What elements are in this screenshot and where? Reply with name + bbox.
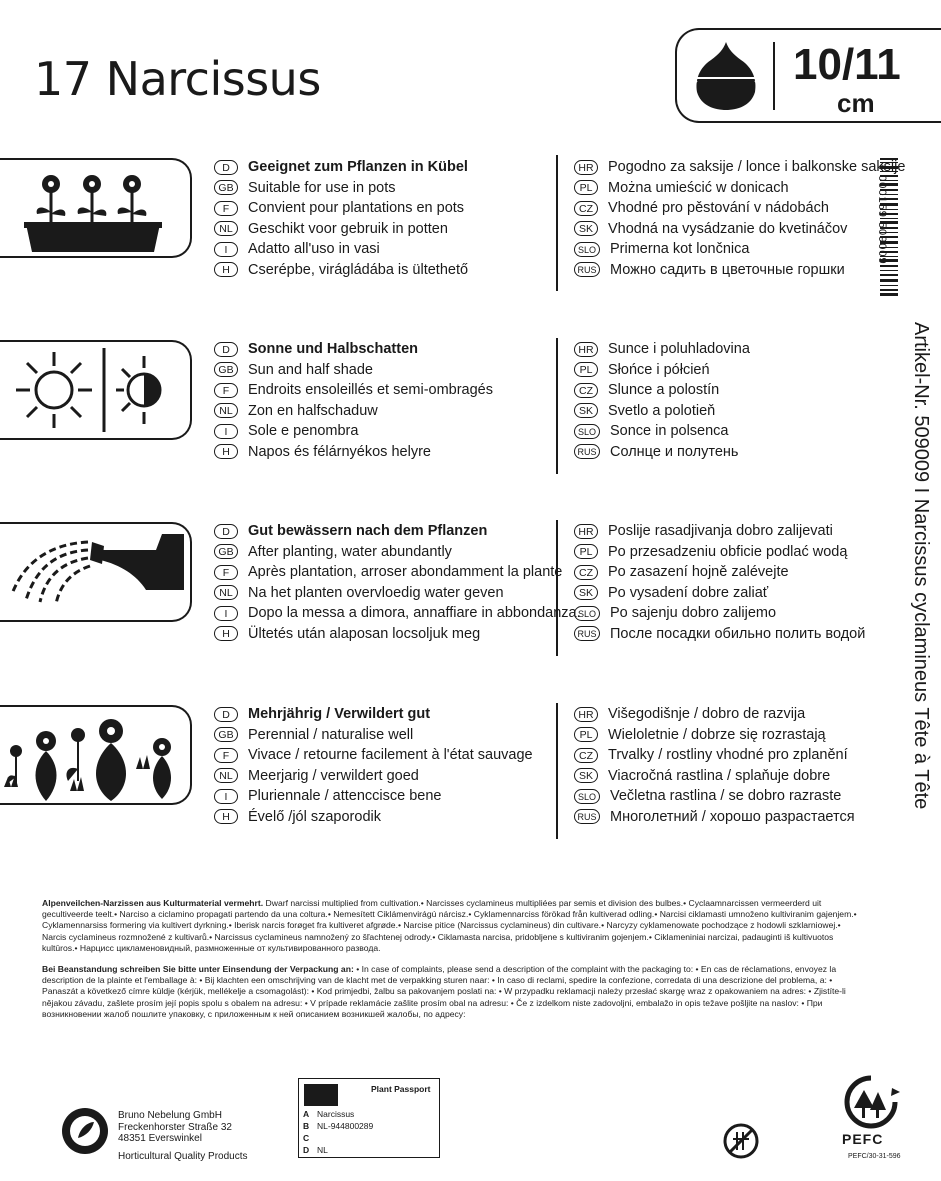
language-code-badge: H bbox=[214, 262, 238, 277]
language-code-badge: SK bbox=[574, 403, 598, 418]
bulb-size-unit: cm bbox=[837, 88, 875, 118]
lang-row bbox=[214, 219, 468, 240]
language-code-badge: F bbox=[214, 748, 238, 763]
language-text: Meerjarig / verwildert goed bbox=[248, 767, 419, 784]
lang-row bbox=[574, 219, 905, 240]
language-text: Adatto all'uso in vasi bbox=[248, 241, 380, 257]
language-code-badge: F bbox=[214, 383, 238, 398]
cultivation-note-bold: Alpenveilchen-Narzissen aus Kulturmaterial vermehrt. bbox=[42, 898, 264, 908]
section-4-left-list bbox=[214, 704, 533, 827]
language-code-badge: NL bbox=[214, 768, 238, 783]
company-city: 48351 Everswinkel bbox=[118, 1133, 202, 1144]
lang-row bbox=[214, 157, 468, 178]
lang-row bbox=[574, 583, 865, 604]
language-text: Sunce i poluhladovina bbox=[608, 341, 750, 357]
language-code-badge: HR bbox=[574, 524, 598, 539]
language-code-badge: GB bbox=[214, 544, 238, 559]
language-code-badge: RUS bbox=[574, 262, 600, 277]
flower-pot-icon bbox=[0, 160, 188, 256]
language-text: Po przesadzeniu obficie podlać wodą bbox=[608, 543, 848, 560]
lang-row bbox=[214, 380, 493, 401]
lang-row bbox=[574, 442, 750, 463]
language-text: Słońce i półcień bbox=[608, 361, 710, 378]
language-code-badge: SK bbox=[574, 585, 598, 600]
language-code-badge: GB bbox=[214, 362, 238, 377]
company-tagline: Horticultural Quality Products bbox=[118, 1151, 248, 1162]
lang-row bbox=[574, 624, 865, 645]
language-text: Cserépbe, virágládába is ültethető bbox=[248, 261, 469, 278]
language-code-badge: NL bbox=[214, 221, 238, 236]
language-code-badge: F bbox=[214, 565, 238, 580]
lang-row bbox=[214, 339, 493, 360]
language-text: Sonce in polsenca bbox=[610, 423, 729, 439]
language-code-badge: SLO bbox=[574, 242, 600, 257]
complaint-note-text: • In case of complaints, please send a description of the complaint with the packaging to: • En cas de réclamations, envoyez la description de la plainte et l'emballage à: • Bij klachten een omschrijving van de klacht met de verpakking sturen naar: • In caso di reclami, spedire la confezione, corredata di una descrizione del problema, a: • Panaszát a következő címre küldje (kérjük, mellékelje a csomagolást): • Kod primjedbi, žalbu sa pakovanjem poslati na: • W przypadku reklamacji należy przesłać skargę wraz z opakowaniem na adres: • Zjistíte-li nějakou závadu, zašlete prosím její popis spolu s obalem na adresu: • V prípade reklamácie zašlite prosím obal na adresu: • Če z izdelkom niste zadovoljni, embalažo in opis težave pošljite na naslov: • При возникновении жалоб пошлите упаковку, с приложенным к ней описанием возникшей жалобы, по адресу: bbox=[42, 964, 846, 1019]
lang-row bbox=[574, 766, 855, 787]
language-text: Slunce a polostín bbox=[608, 382, 720, 398]
language-code-badge: RUS bbox=[574, 444, 600, 459]
language-code-badge: GB bbox=[214, 180, 238, 195]
lang-row bbox=[214, 401, 493, 422]
language-code-badge: PL bbox=[574, 727, 598, 742]
language-code-badge: CZ bbox=[574, 383, 598, 398]
language-text: Na het planten overvloedig water geven bbox=[248, 584, 504, 601]
language-code-badge: D bbox=[214, 524, 238, 539]
language-text: Gut bewässern nach dem Pflanzen bbox=[248, 523, 488, 539]
lang-row bbox=[214, 807, 533, 828]
lang-row bbox=[214, 198, 468, 219]
language-text: Pluriennale / attenccisce bene bbox=[248, 788, 442, 804]
language-code-badge: CZ bbox=[574, 748, 598, 763]
watering-can-icon bbox=[0, 524, 188, 620]
language-code-badge: I bbox=[214, 242, 238, 257]
flowers-naturalise-icon bbox=[0, 707, 188, 803]
pot-icon-box bbox=[0, 158, 192, 258]
language-code-badge: H bbox=[214, 444, 238, 459]
language-text: Geschikt voor gebruik in potten bbox=[248, 220, 448, 237]
language-code-badge: SK bbox=[574, 768, 598, 783]
section-1-right-list bbox=[574, 157, 905, 280]
passport-row-d: D NL bbox=[303, 1145, 328, 1155]
section-3-left-list bbox=[214, 521, 581, 644]
lang-row bbox=[574, 786, 855, 807]
bulb-size-box bbox=[675, 28, 941, 123]
pefc-code: PEFC/30-31-596 bbox=[848, 1153, 901, 1160]
language-text: Trvalky / rostliny vhodné pro zplanění bbox=[608, 747, 848, 763]
language-text: Po sajenju dobro zalijemo bbox=[610, 605, 777, 621]
language-text: Можно садить в цветочные горшки bbox=[610, 261, 845, 278]
language-text: Večletna rastlina / se dobro razraste bbox=[610, 788, 842, 804]
lang-row bbox=[574, 603, 865, 624]
sustainable-supplier-logo bbox=[60, 1106, 110, 1156]
language-code-badge: H bbox=[214, 626, 238, 641]
language-code-badge: I bbox=[214, 789, 238, 804]
no-burn-icon bbox=[722, 1122, 760, 1160]
language-text: Pogodno za saksije / lonce i balkonske saksije bbox=[608, 159, 906, 175]
language-code-badge: HR bbox=[574, 160, 598, 175]
language-code-badge: F bbox=[214, 201, 238, 216]
complaint-note bbox=[42, 964, 860, 1020]
sun-half-shade-icon bbox=[0, 342, 188, 438]
language-code-badge: SLO bbox=[574, 789, 600, 804]
language-code-badge: I bbox=[214, 606, 238, 621]
language-code-badge: CZ bbox=[574, 201, 598, 216]
language-text: Napos és félárnyékos helyre bbox=[248, 443, 431, 460]
language-code-badge: I bbox=[214, 424, 238, 439]
cultivation-note bbox=[42, 898, 860, 954]
language-text: Ültetés után alaposan locsoljuk meg bbox=[248, 625, 481, 642]
sun-icon-box bbox=[0, 340, 192, 440]
lang-row bbox=[214, 766, 533, 787]
lang-row bbox=[574, 725, 855, 746]
lang-row bbox=[574, 339, 750, 360]
language-text: Après plantation, arroser abondamment la plante bbox=[248, 564, 563, 580]
lang-row bbox=[574, 380, 750, 401]
lang-row bbox=[214, 521, 581, 542]
language-code-badge: D bbox=[214, 160, 238, 175]
lang-row bbox=[214, 704, 533, 725]
bulb-size-value: 10/11 bbox=[793, 40, 901, 89]
lang-row bbox=[214, 624, 581, 645]
lang-row bbox=[574, 198, 905, 219]
passport-row-a: A Narcissus bbox=[303, 1109, 355, 1119]
column-divider bbox=[556, 338, 558, 474]
language-text: Primerna kot lončnica bbox=[610, 241, 750, 257]
lang-row bbox=[214, 562, 581, 583]
language-code-badge: RUS bbox=[574, 809, 600, 824]
lang-row bbox=[214, 542, 581, 563]
perennial-icon-box bbox=[0, 705, 192, 805]
passport-row-b: B NL-944800289 bbox=[303, 1121, 374, 1131]
plant-passport-title: Plant Passport bbox=[371, 1084, 431, 1094]
lang-row bbox=[574, 178, 905, 199]
language-code-badge: H bbox=[214, 809, 238, 824]
section-1-left-list bbox=[214, 157, 468, 280]
language-code-badge: NL bbox=[214, 585, 238, 600]
language-text: Po vysadení dobre zaliať bbox=[608, 584, 769, 601]
language-code-badge: SLO bbox=[574, 424, 600, 439]
language-code-badge: GB bbox=[214, 727, 238, 742]
lang-row bbox=[214, 178, 468, 199]
lang-row bbox=[574, 157, 905, 178]
language-code-badge: PL bbox=[574, 362, 598, 377]
pefc-label: PEFC bbox=[842, 1131, 884, 1147]
language-code-badge: RUS bbox=[574, 626, 600, 641]
language-text: Višegodišnje / dobro de razvija bbox=[608, 706, 806, 722]
company-address bbox=[118, 1110, 232, 1145]
lang-row bbox=[574, 562, 865, 583]
language-text: Évelő /jól szaporodik bbox=[248, 808, 381, 825]
language-text: Sole e penombra bbox=[248, 423, 359, 439]
lang-row bbox=[574, 239, 905, 260]
language-text: Vivace / retourne facilement à l'état sauvage bbox=[248, 747, 533, 763]
column-divider bbox=[556, 703, 558, 839]
language-text: Mehrjährig / Verwildert gut bbox=[248, 706, 431, 722]
lang-row bbox=[214, 421, 493, 442]
language-text: После посадки обильно полить водой bbox=[610, 625, 866, 642]
language-code-badge: HR bbox=[574, 707, 598, 722]
article-number: Artikel-Nr. 509009 I Narcissus cyclamineus Tête à Tête bbox=[910, 322, 932, 810]
eu-flag-icon bbox=[304, 1084, 338, 1106]
language-text: Można umieścić w donicach bbox=[608, 179, 789, 196]
language-text: Perennial / naturalise well bbox=[248, 726, 414, 743]
language-text: Солнце и полутень bbox=[610, 443, 739, 460]
pefc-logo-icon bbox=[842, 1074, 900, 1130]
language-text: Многолетний / хорошо разрастается bbox=[610, 808, 855, 825]
language-code-badge: D bbox=[214, 342, 238, 357]
language-code-badge: D bbox=[214, 707, 238, 722]
lang-row bbox=[574, 807, 855, 828]
complaint-note-bold: Bei Beanstandung schreiben Sie bitte unter Einsendung der Verpackung an: bbox=[42, 964, 354, 974]
lang-row bbox=[214, 260, 468, 281]
water-icon-box bbox=[0, 522, 192, 622]
lang-row bbox=[574, 542, 865, 563]
product-title: 17 Narcissus bbox=[34, 52, 321, 106]
lang-row bbox=[214, 786, 533, 807]
language-text: Vhodné pro pěstování v nádobách bbox=[608, 200, 829, 216]
section-4-right-list bbox=[574, 704, 855, 827]
lang-row bbox=[214, 725, 533, 746]
lang-row bbox=[574, 521, 865, 542]
lang-row bbox=[214, 745, 533, 766]
language-text: Wieloletnie / dobrze się rozrastają bbox=[608, 726, 826, 743]
lang-row bbox=[574, 401, 750, 422]
section-3-right-list bbox=[574, 521, 865, 644]
cultivation-note-text: Dwarf narcissi multiplied from cultivation.• Narcisses cyclamineus multipliées par semis et division des bulbes.• Cyclaamnarcissen vermeerderd uit gecultiveerde teelt.• Narciso a ciclamino propagati partendo da una coltura.• Nemesített Ciklámenvirágú nárcisz.• Cyklamennarciss förökad från kultiverad odling.• Narcisi ciklamasti umnoženo kultiviranim gajenjem.• Cyklamennarsiss formering via kultivert dyrkning.• Iberisk narcis forøget fra kultiveret afgrøde.• Narcise pitice (Narcissus cyclamineus) din cultivare.• Narcyzy cyklamenowate pochodzące z hodowli szklarniowej.• Narcis cyclamineus rozmnožené z kultivarů.• Narcissus cyclamineus namnožený zo šľachtenej odrody.• Ciklamasta narcisa, pridobljene s kultiviranim gojenjem.• Ciklameniniai narcizai, padauginti iš kultivuotos kultūros.• Нарцисс цикламеновидный, размноженные от культивированного развода. bbox=[42, 898, 857, 953]
lang-row bbox=[214, 442, 493, 463]
column-divider bbox=[556, 155, 558, 291]
language-text: Suitable for use in pots bbox=[248, 179, 396, 196]
lang-row bbox=[574, 704, 855, 725]
section-2-right-list bbox=[574, 339, 750, 462]
barcode-number: 4 000159 509009 bbox=[876, 164, 888, 265]
lang-row bbox=[214, 583, 581, 604]
language-text: Po zasazení hojně zalévejte bbox=[608, 564, 789, 580]
language-code-badge: SLO bbox=[574, 606, 600, 621]
language-text: Endroits ensoleillés et semi-ombragés bbox=[248, 382, 493, 398]
language-code-badge: CZ bbox=[574, 565, 598, 580]
language-text: Poslije rasadjivanja dobro zalijevati bbox=[608, 523, 833, 539]
lang-row bbox=[574, 360, 750, 381]
language-text: Sun and half shade bbox=[248, 361, 373, 378]
company-name: Bruno Nebelung GmbH bbox=[118, 1110, 222, 1121]
language-text: Convient pour plantations en pots bbox=[248, 200, 465, 216]
language-text: Dopo la messa a dimora, annaffiare in abbondanza. bbox=[248, 605, 581, 621]
language-code-badge: PL bbox=[574, 544, 598, 559]
language-text: Svetlo a polotieň bbox=[608, 402, 716, 419]
bulb-icon bbox=[689, 38, 763, 114]
lang-row bbox=[214, 360, 493, 381]
plant-passport bbox=[298, 1078, 440, 1158]
section-2-left-list bbox=[214, 339, 493, 462]
language-code-badge: SK bbox=[574, 221, 598, 236]
language-text: Viacročná rastlina / splaňuje dobre bbox=[608, 767, 831, 784]
lang-row bbox=[214, 603, 581, 624]
lang-row bbox=[574, 421, 750, 442]
language-code-badge: PL bbox=[574, 180, 598, 195]
lang-row bbox=[574, 745, 855, 766]
language-code-badge: HR bbox=[574, 342, 598, 357]
company-street: Freckenhorster Straße 32 bbox=[118, 1121, 232, 1133]
lang-row bbox=[574, 260, 905, 281]
language-code-badge: NL bbox=[214, 403, 238, 418]
language-text: Sonne und Halbschatten bbox=[248, 341, 418, 357]
passport-row-c: C bbox=[303, 1133, 310, 1143]
language-text: Vhodná na vysádzanie do kvetináčov bbox=[608, 220, 848, 237]
language-text: Geeignet zum Pflanzen in Kübel bbox=[248, 159, 468, 175]
language-text: After planting, water abundantly bbox=[248, 543, 452, 560]
language-text: Zon en halfschaduw bbox=[248, 402, 378, 419]
lang-row bbox=[214, 239, 468, 260]
